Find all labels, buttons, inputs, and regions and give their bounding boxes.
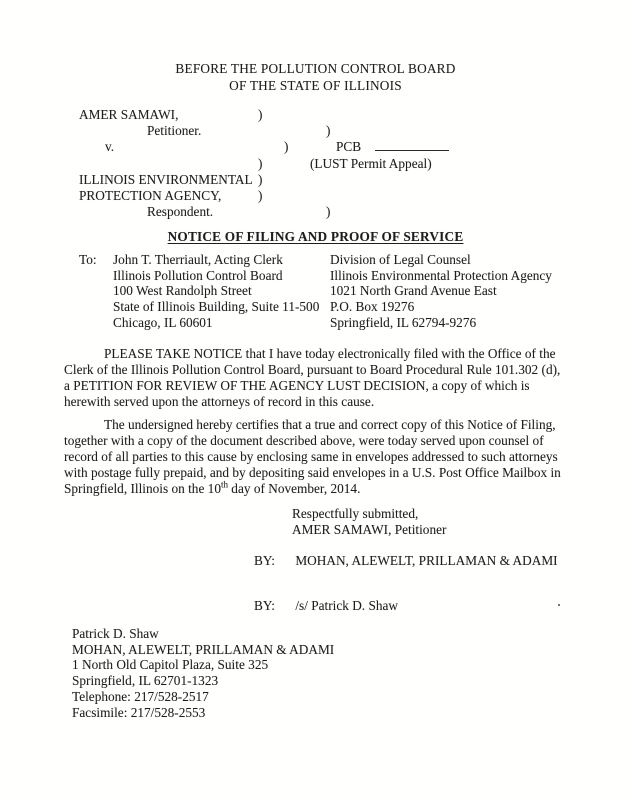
address-line: Illinois Environmental Protection Agency	[330, 267, 552, 283]
electronic-signature: /s/ Patrick D. Shaw	[295, 598, 399, 613]
respondent-name-line-2: PROTECTION AGENCY,	[79, 187, 222, 203]
by-signature-row	[254, 598, 398, 614]
attorney-telephone: Telephone: 217/528-2517	[72, 688, 209, 704]
caption-row	[79, 107, 449, 123]
certificate-text-end: day of November, 2014.	[227, 481, 361, 497]
service-address-clerk	[113, 252, 330, 331]
petitioner-role: Petitioner.	[147, 123, 202, 139]
notice-paragraph: PLEASE TAKE NOTICE that I have today electronically filed with the Office of the Clerk of the Illinois Pollution Control Board, pursuant to Board Procedural Rule 101.302 (d), a PETITION FOR REVIEW OF THE AGENCY LUST DECISION, a copy of which is herewith served upon the attorneys of record in this cause.	[64, 346, 561, 410]
attorney-name: Patrick D. Shaw	[72, 626, 159, 641]
address-line: John T. Therriault, Acting Clerk	[113, 252, 283, 267]
address-line: State of Illinois Building, Suite 11-500	[113, 299, 320, 315]
by-firm-row	[254, 553, 558, 569]
by-label: BY:	[254, 598, 275, 613]
caption-row	[79, 172, 449, 188]
petitioner-name: AMER SAMAWI,	[79, 107, 179, 122]
to-label: To:	[79, 252, 97, 267]
caption-paren: )	[284, 139, 289, 155]
case-number-line	[336, 139, 449, 155]
caption-row	[79, 123, 449, 139]
case-caption	[79, 107, 449, 220]
firm-name: MOHAN, ALEWELT, PRILLAMAN & ADAMI	[295, 553, 558, 568]
caption-paren: )	[258, 171, 263, 187]
caption-paren: )	[326, 204, 331, 220]
address-line: 1021 North Grand Avenue East	[330, 283, 497, 299]
case-number-blank	[375, 139, 449, 151]
document-title: NOTICE OF FILING AND PROOF OF SERVICE	[167, 229, 464, 244]
caption-row	[79, 188, 449, 204]
respectfully-submitted-line: Respectfully submitted,	[292, 506, 419, 521]
attorney-contact-block	[72, 626, 334, 720]
address-line: Division of Legal Counsel	[330, 252, 471, 267]
case-number-label: PCB	[336, 139, 362, 155]
certificate-paragraph	[64, 417, 567, 497]
address-line: P.O. Box 19276	[330, 299, 415, 315]
caption-row	[79, 204, 449, 220]
address-line: Springfield, IL 62794-9276	[330, 314, 477, 330]
ordinal-superscript: th	[220, 479, 228, 490]
court-header-line-2: OF THE STATE OF ILLINOIS	[229, 77, 402, 93]
case-type: (LUST Permit Appeal)	[310, 155, 432, 171]
versus-label: v.	[105, 139, 115, 155]
caption-row	[79, 156, 449, 172]
attorney-facsimile: Facsimile: 217/528-2553	[72, 704, 206, 720]
address-line: 100 West Randolph Street	[113, 283, 252, 299]
by-label: BY:	[254, 553, 275, 568]
service-address-counsel	[330, 252, 552, 331]
caption-paren: )	[258, 187, 263, 203]
signature-block	[292, 506, 446, 538]
scan-speck-artifact	[558, 604, 560, 606]
address-line: Illinois Pollution Control Board	[113, 267, 283, 283]
certificate-text-start: The undersigned hereby certifies that a true and correct copy of this Notice of Filing, together with a copy of the document described above, were today served upon counsel of record of all parties to this cause by enclosing same in envelopes addressed to such attorneys with postage fully prepaid, and by depositing said envelopes in a U.S. Post Office Mailbox in Springfield, Illinois on the 10	[64, 417, 561, 497]
caption-paren: )	[326, 123, 331, 139]
address-line: Chicago, IL 60601	[113, 314, 213, 330]
attorney-city: Springfield, IL 62701-1323	[72, 673, 219, 689]
respondent-name-line-1: ILLINOIS ENVIRONMENTAL	[79, 171, 253, 187]
respondent-role: Respondent.	[147, 204, 214, 220]
court-header-line-1: BEFORE THE POLLUTION CONTROL BOARD	[175, 61, 456, 76]
service-list	[79, 252, 552, 331]
caption-row	[79, 139, 449, 155]
attorney-street: 1 North Old Capitol Plaza, Suite 325	[72, 657, 269, 673]
caption-paren: )	[258, 107, 263, 122]
attorney-firm: MOHAN, ALEWELT, PRILLAMAN & ADAMI	[72, 641, 335, 657]
court-header	[0, 61, 631, 94]
caption-paren: )	[258, 155, 263, 171]
submitter-line: AMER SAMAWI, Petitioner	[292, 522, 447, 537]
